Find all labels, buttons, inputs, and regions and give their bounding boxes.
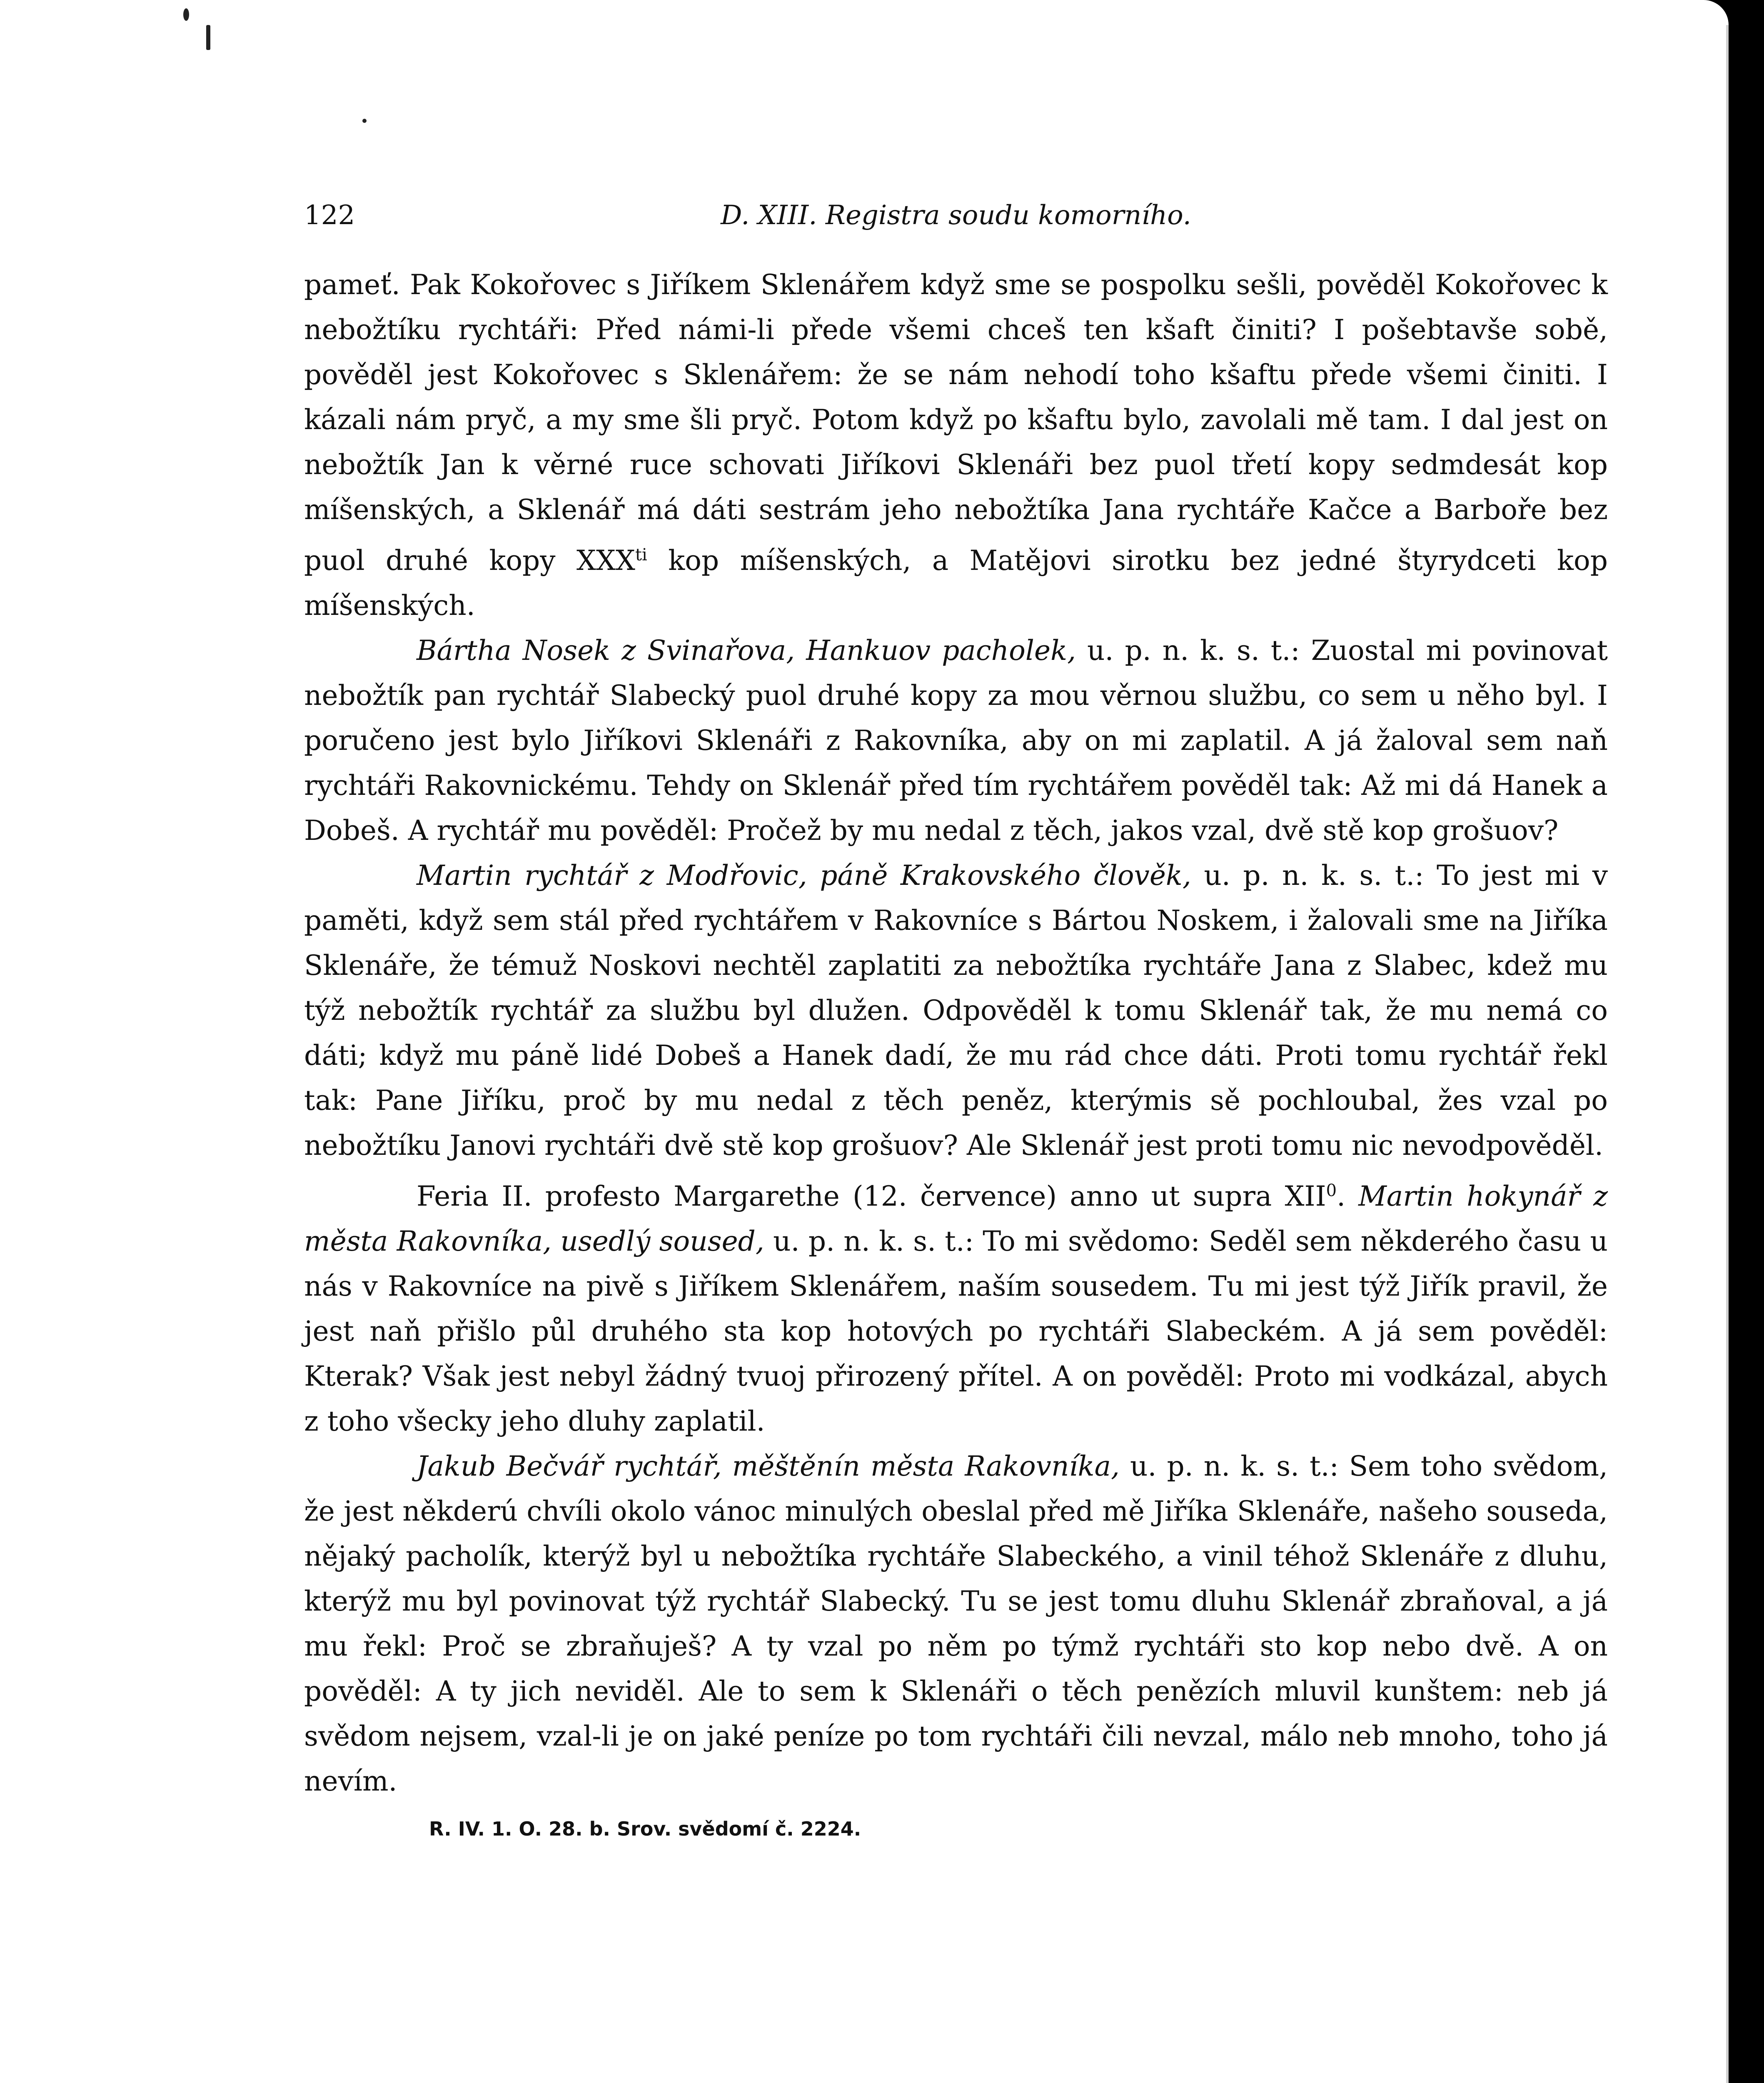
paragraph xyxy=(304,262,1608,628)
text-run: . xyxy=(1337,1180,1359,1212)
text-run: pameť. Pak Kokořovec s Jiříkem Sklenářem když sme se pospolku sešli, pověděl Kokořovec k nebožtíku rychtáři: Před námi-li přede všemi chceš ten kšaft činiti? I pošebtavše sobě, pověděl jest Kokořovec s Sklenářem: že se nám nehodí toho kšaftu přede všemi činiti. I kázali nám pryč, a my sme šli pryč. Potom když po kšaftu bylo, zavolali mě tam. I dal jest on nebožtík Jan k věrné ruce schovati Jiříkovi Sklenáři bez puol třetí kopy sedmdesát kop míšenských, a Sklenář má dáti sestrám jeho nebožtíka Jana rychtáře Kačce a Barboře bez puol druhé kopy XXX xyxy=(304,269,1608,577)
text-run: u. p. n. k. s. t.: Zuostal mi povinovat nebožtík pan rychtář Slabecký puol druhé kopy za mou věrnou službu, co sem u něho byl. I poručeno jest bylo Jiříkovi Sklenáři z Rakovníka, aby on mi zaplatil. A já žaloval sem naň rychtáři Rakovnickému. Tehdy on Sklenář před tím rychtářem pověděl tak: Až mi dá Hanek a Dobeš. A rychtář mu pověděl: Pročež by mu nedal z těch, jakos vzal, dvě stě kop grošuov? xyxy=(304,634,1608,847)
paragraph xyxy=(304,1168,1608,1444)
text-run: u. p. n. k. s. t.: Sem toho svědom, že jest někderú chvíli okolo vánoc minulých obeslal před mě Jiříka Sklenáře, našeho souseda, nějaký pacholík, kterýž byl u nebožtíka rychtáře Slabeckého, a vinil téhož Sklenáře z dluhu, kterýž mu byl povinovat týž rychtář Slabecký. Tu se jest tomu dluhu Sklenář zbraňoval, a já mu řekl: Proč se zbraňuješ? A ty vzal po něm po týmž rychtáři sto kop nebo dvě. A on pověděl: A ty jich neviděl. Ale to sem k Sklenáři o těch penězích mluvil kunštem: neb já svědom nejsem, vzal-li je on jaké peníze po tom rychtáři čili nevzal, málo neb mnoho, toho já nevím. xyxy=(304,1450,1608,1797)
footnote: R. IV. 1. O. 28. b. Srov. svědomí č. 2224. xyxy=(429,1818,861,1840)
italic-name: Bártha Nosek z Svinařova, Hankuov pacholek, xyxy=(417,634,1076,667)
text-run: u. p. n. k. s. t.: To mi svědomo: Seděl sem někderého času u nás v Rakovníce na pivě s Jiříkem Sklenářem, naším sousedem. Tu mi jest týž Jiřík pravil, že jest naň přišlo půl druhého sta kop hotových po rychtáři Slabeckém. A já sem pověděl: Kterak? Však jest nebyl žádný tvuoj přirozený přítel. A on pověděl: Proto mi vodkázal, abych z toho všecky jeho dluhy zaplatil. xyxy=(304,1225,1608,1437)
page-header xyxy=(304,183,1608,242)
italic-name: Martin rychtář z Modřovic, páně Krakovského člověk, xyxy=(417,859,1191,892)
text-run: u. p. n. k. s. t.: To jest mi v paměti, když sem stál před rychtářem v Rakovníce s Bártou Noskem, i žalovali sme na Jiříka Sklenáře, že témuž Noskovi nechtěl zaplatiti za nebožtíka rychtáře Jana z Slabec, kdež mu týž nebožtík rychtář za službu byl dlužen. Odpověděl k tomu Sklenář tak, že mu nemá co dáti; když mu páně lidé Dobeš a Hanek dadí, že mu rád chce dáti. Proti tomu rychtář řekl tak: Pane Jiříku, proč by mu nedal z těch peněz, kterýmis sě pochloubal, žes vzal po nebožtíku Janovi rychtáři dvě stě kop grošuov? Ale Sklenář jest proti tomu nic nevodpověděl. xyxy=(304,859,1608,1161)
scan-speck xyxy=(206,25,210,50)
paragraph xyxy=(304,853,1608,1168)
scan-speck xyxy=(183,8,189,21)
body-text xyxy=(304,262,1608,1846)
scan-speck xyxy=(362,119,367,123)
superscript: 0 xyxy=(1326,1181,1337,1200)
paragraph xyxy=(304,628,1608,853)
paragraph xyxy=(304,1444,1608,1804)
page-number: 122 xyxy=(304,200,355,231)
page-edge xyxy=(1726,25,1729,2083)
italic-name: Martin hokynář z města Rakovníka, usedlý soused, xyxy=(304,1180,1608,1257)
text-run: kop míšenských, a Matějovi sirotku bez jedné štyrydceti kop míšenských. xyxy=(304,544,1608,622)
text-run: Feria II. profesto Margarethe (12. července) anno ut supra XII xyxy=(417,1180,1326,1212)
superscript: ti xyxy=(635,545,647,564)
italic-name: Jakub Bečvář rychtář, měštěnín města Rakovníka, xyxy=(417,1450,1120,1482)
running-title: D. XIII. Registra soudu komorního. xyxy=(721,200,1191,231)
paragraphs xyxy=(304,262,1608,1804)
